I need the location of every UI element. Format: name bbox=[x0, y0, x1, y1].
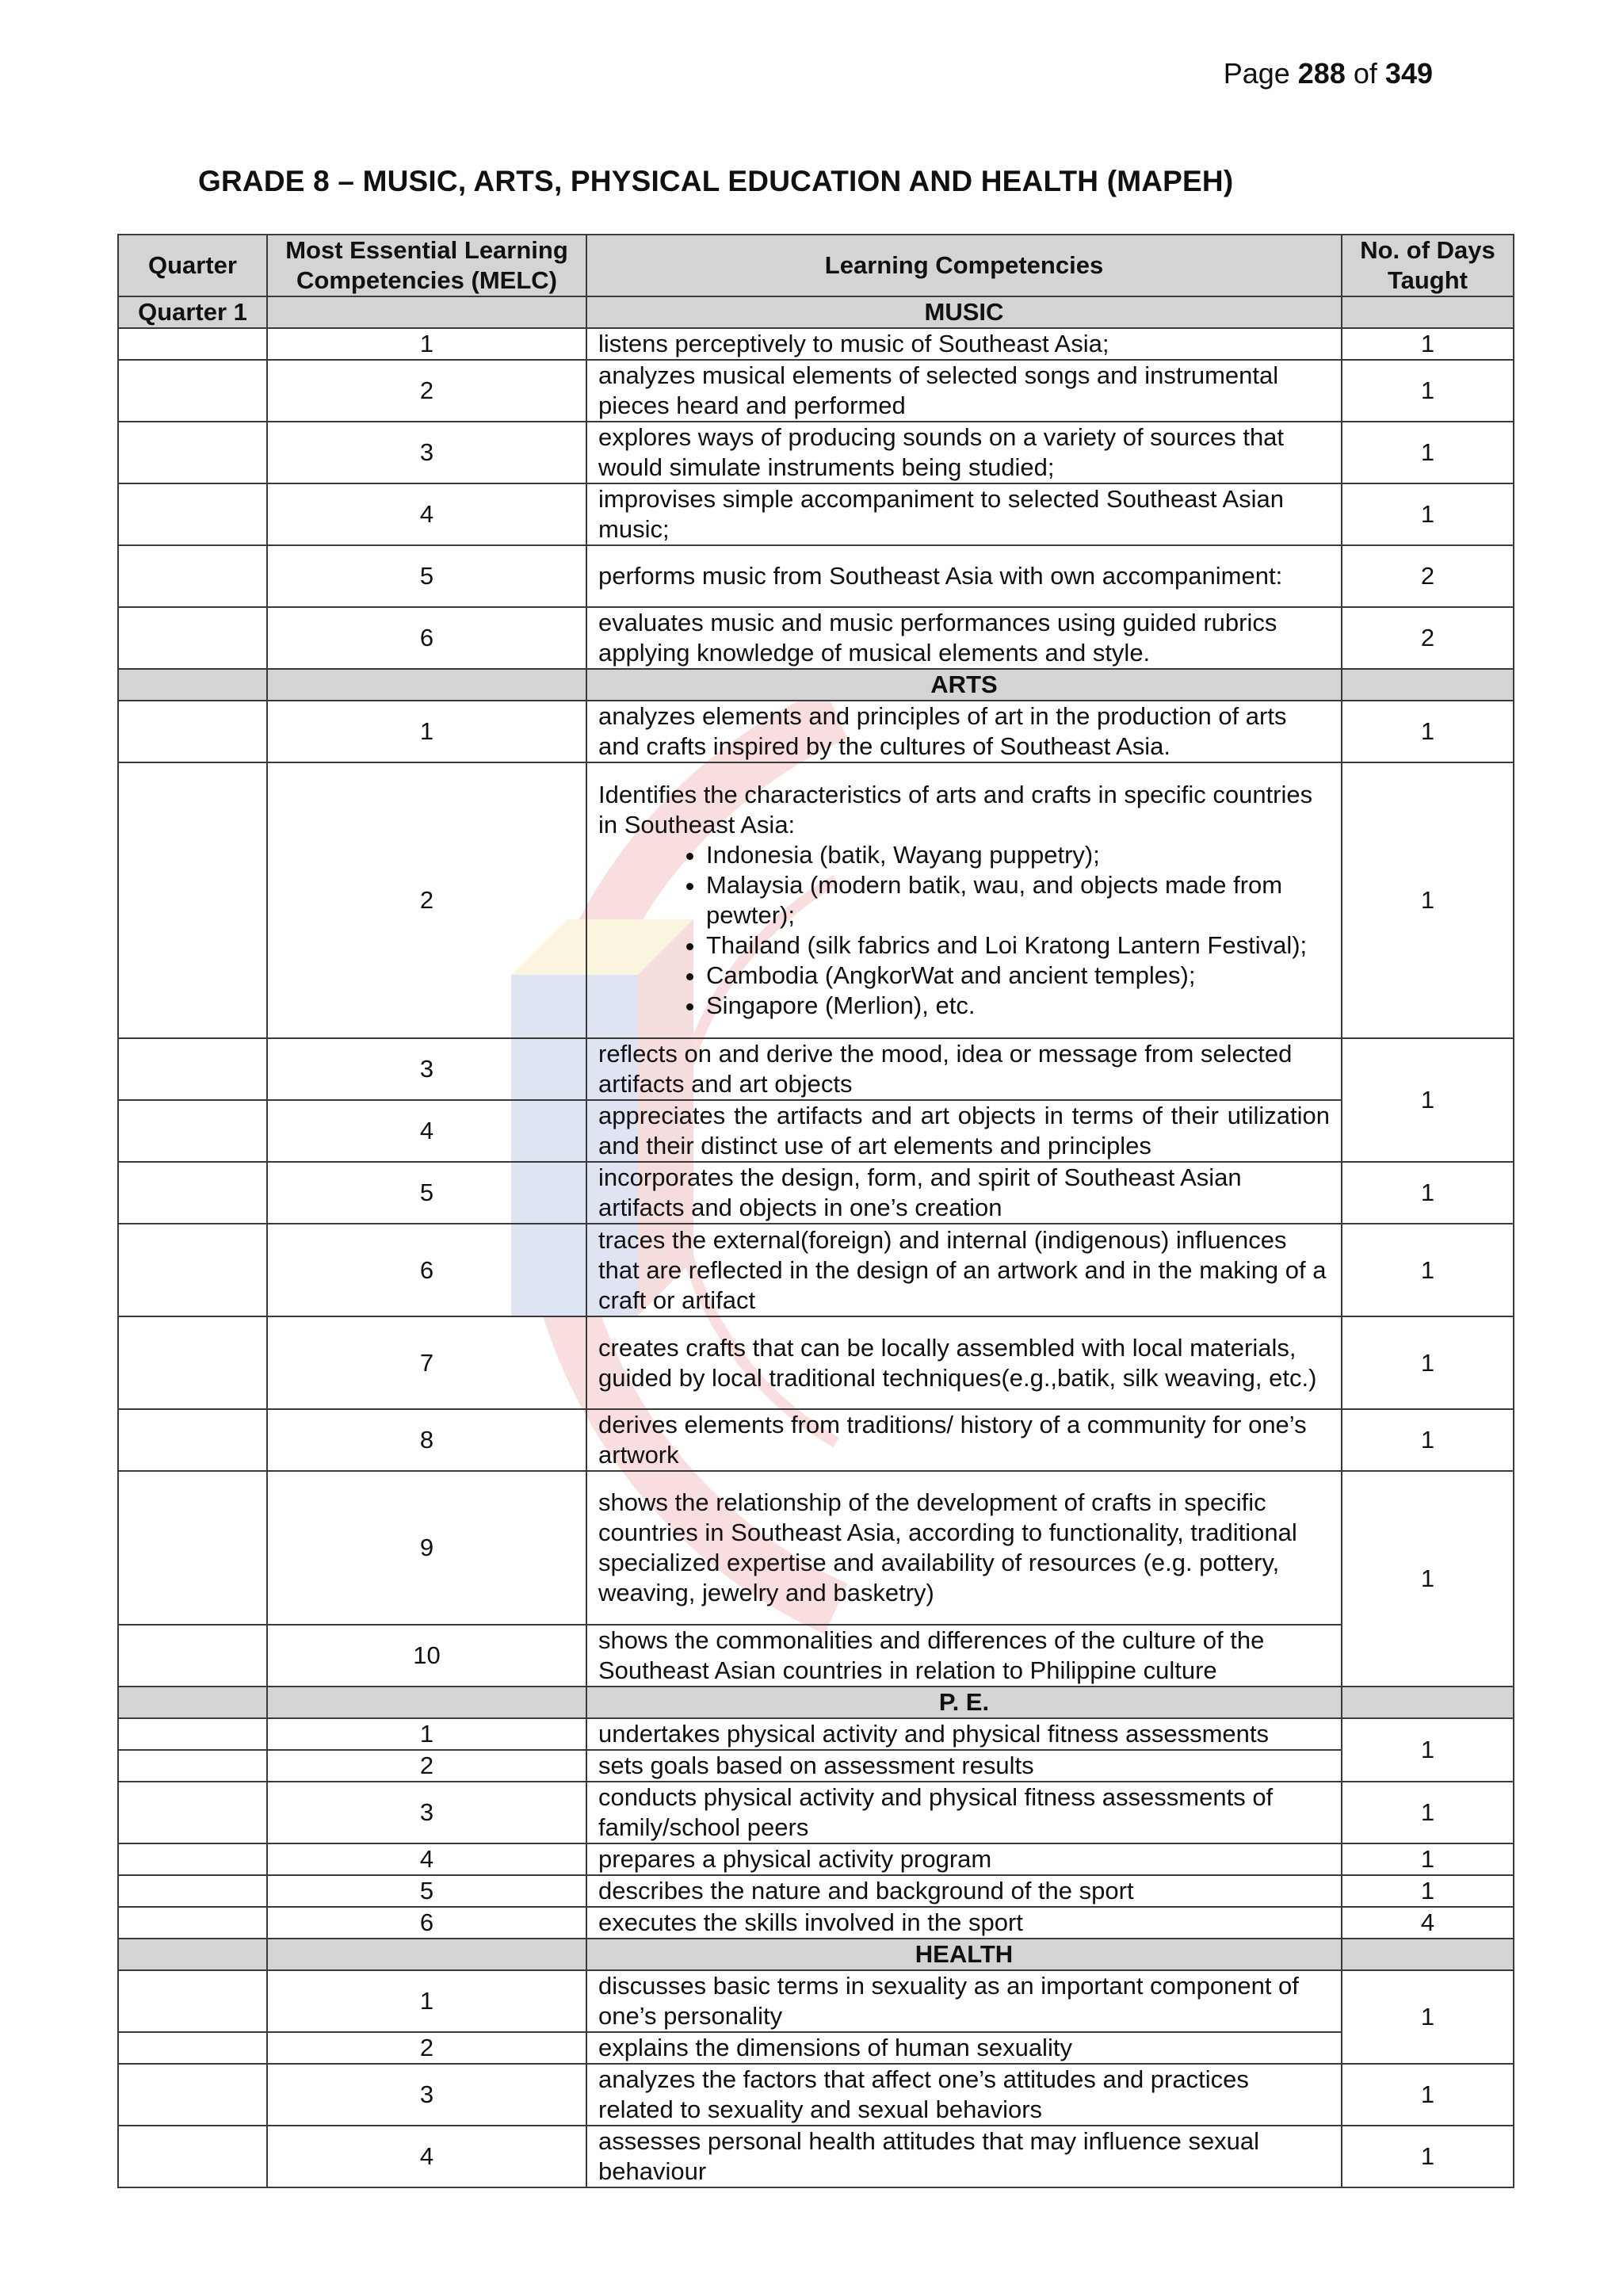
header-competencies: Learning Competencies bbox=[586, 235, 1342, 296]
table-row: 4 assesses personal health attitudes that may influence sexual behaviour 1 bbox=[118, 2126, 1514, 2187]
section-row-health bbox=[118, 1939, 1514, 1970]
table-row: 3 analyzes the factors that affect one’s attitudes and practices related to sexuality and sexual behaviors 1 bbox=[118, 2064, 1514, 2126]
list-item: • Thailand (silk fabrics and Loi Kratong Lantern Festival); bbox=[706, 930, 1330, 961]
table-row: 8 derives elements from traditions/ history of a community for one’s artwork 1 bbox=[118, 1409, 1514, 1471]
country-list bbox=[598, 840, 1330, 1021]
section-label-arts: ARTS bbox=[586, 669, 1342, 701]
list-item: • Malaysia (modern batik, wau, and objects made from pewter); bbox=[706, 870, 1330, 930]
table-row: 6 evaluates music and music performances using guided rubrics applying knowledge of musical elements and style. 2 bbox=[118, 607, 1514, 669]
table-row: 2 sets goals based on assessment results bbox=[118, 1750, 1514, 1782]
melc-table bbox=[117, 234, 1514, 2188]
header-days: No. of Days Taught bbox=[1342, 235, 1514, 296]
table-row: 9 shows the relationship of the development of crafts in specific countries in Southeast Asia, according to functionality, traditional specialized expertise and availability of resources (e.g. pottery, weaving, jewelry and basketry) 1 bbox=[118, 1471, 1514, 1625]
table-row: 3 explores ways of producing sounds on a variety of sources that would simulate instruments being studied; 1 bbox=[118, 422, 1514, 483]
table-row: 10 shows the commonalities and differences of the culture of the Southeast Asian countries in relation to Philippine culture bbox=[118, 1625, 1514, 1687]
section-row-music bbox=[118, 296, 1514, 328]
table-row: 6 traces the external(foreign) and internal (indigenous) influences that are reflected in the design of an artwork and in the making of a craft or artifact 1 bbox=[118, 1224, 1514, 1316]
section-label-health: HEALTH bbox=[586, 1939, 1342, 1970]
section-label-music: MUSIC bbox=[586, 296, 1342, 328]
table-row: 6 executes the skills involved in the sport 4 bbox=[118, 1907, 1514, 1939]
table-row: 3 conducts physical activity and physical fitness assessments of family/school peers 1 bbox=[118, 1782, 1514, 1843]
section-row-pe bbox=[118, 1687, 1514, 1718]
table-row: 4 improvises simple accompaniment to selected Southeast Asian music; 1 bbox=[118, 483, 1514, 545]
list-item: • Cambodia (AngkorWat and ancient temples); bbox=[706, 961, 1330, 991]
header-melc: Most Essential Learning Competencies (MELC) bbox=[267, 235, 586, 296]
table-row: 3 reflects on and derive the mood, idea or message from selected artifacts and art objects 1 bbox=[118, 1038, 1514, 1100]
list-item: • Singapore (Merlion), etc. bbox=[706, 991, 1330, 1021]
header-quarter: Quarter bbox=[118, 235, 267, 296]
table-row: 5 describes the nature and background of the sport 1 bbox=[118, 1875, 1514, 1907]
list-item: • Indonesia (batik, Wayang puppetry); bbox=[706, 840, 1330, 870]
table-header-row bbox=[118, 235, 1514, 296]
table-row: 1 discusses basic terms in sexuality as an important component of one’s personality 1 bbox=[118, 1970, 1514, 2032]
document-title: GRADE 8 – MUSIC, ARTS, PHYSICAL EDUCATION AND HEALTH (MAPEH) bbox=[198, 165, 1234, 197]
table-row: 4 appreciates the artifacts and art objects in terms of their utilization and their distinct use of art elements and principles bbox=[118, 1100, 1514, 1162]
quarter-label: Quarter 1 bbox=[118, 296, 267, 328]
section-label-pe: P. E. bbox=[586, 1687, 1342, 1718]
table-row: 1 listens perceptively to music of Southeast Asia; 1 bbox=[118, 328, 1514, 360]
table-row: 2 explains the dimensions of human sexuality bbox=[118, 2032, 1514, 2064]
table-row: 5 performs music from Southeast Asia with own accompaniment: 2 bbox=[118, 545, 1514, 607]
table-row: 1 undertakes physical activity and physical fitness assessments 1 bbox=[118, 1718, 1514, 1750]
arts-2-intro: Identifies the characteristics of arts and crafts in specific countries in Southeast Asia: bbox=[598, 781, 1313, 839]
table-row: 7 creates crafts that can be locally assembled with local materials, guided by local traditional techniques(e.g.,batik, silk weaving, etc.) 1 bbox=[118, 1316, 1514, 1409]
table-row: 4 prepares a physical activity program 1 bbox=[118, 1843, 1514, 1875]
table-row: 2 analyzes musical elements of selected songs and instrumental pieces heard and performed 1 bbox=[118, 360, 1514, 422]
table-row: 2 Identifies the characteristics of arts and crafts in specific countries in Southeast Asia: • Indonesia (batik, Wayang puppetry); • Malaysia (modern batik, wau, and objects made from pewter); • Thailand (silk fabrics and Loi Kratong Lantern Festival); • Cambodia (AngkorWat and ancient temples); • Singapore (Merlion), etc. 1 bbox=[118, 762, 1514, 1038]
section-row-arts bbox=[118, 669, 1514, 701]
page-number: Page 288 of 349 bbox=[1223, 57, 1433, 90]
table-row: 1 analyzes elements and principles of art in the production of arts and crafts inspired by the cultures of Southeast Asia. 1 bbox=[118, 701, 1514, 762]
table-row: 5 incorporates the design, form, and spirit of Southeast Asian artifacts and objects in one’s creation 1 bbox=[118, 1162, 1514, 1224]
